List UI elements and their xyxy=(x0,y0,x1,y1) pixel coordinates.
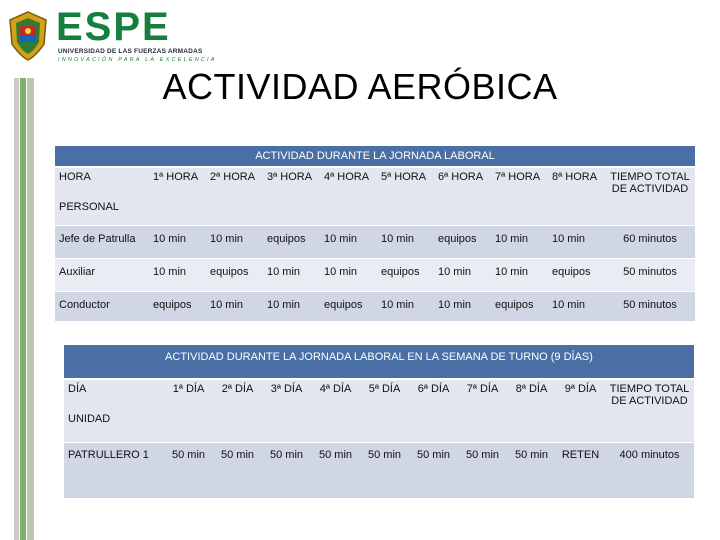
decorative-stripe xyxy=(14,78,19,540)
column-header: 6ª DÍA xyxy=(409,379,458,442)
workday-activity-table xyxy=(55,146,695,322)
corner-bottom-label: UNIDAD xyxy=(68,413,111,425)
column-header: 2ª HORA xyxy=(206,167,263,225)
decorative-stripe xyxy=(27,78,34,540)
corner-header xyxy=(55,167,149,225)
table-cell: equipos xyxy=(320,291,377,321)
table-cell: 50 min xyxy=(409,442,458,498)
espe-logo xyxy=(56,6,256,64)
corner-top-label: HORA xyxy=(59,171,91,183)
table-cell: 50 min xyxy=(262,442,311,498)
row-label: Jefe de Patrulla xyxy=(55,225,149,258)
table-cell: 50 min xyxy=(311,442,360,498)
table-cell: 10 min xyxy=(377,291,434,321)
table-row xyxy=(55,225,695,258)
table-cell: 10 min xyxy=(263,258,320,291)
table-cell-total: 60 minutos xyxy=(605,225,695,258)
column-header: 5ª DÍA xyxy=(360,379,409,442)
table-cell: 10 min xyxy=(320,258,377,291)
table-cell: RETEN xyxy=(556,442,605,498)
table-cell: 10 min xyxy=(491,258,548,291)
table-cell: equipos xyxy=(491,291,548,321)
column-header: 8ª HORA xyxy=(548,167,605,225)
row-label: Auxiliar xyxy=(55,258,149,291)
table-cell: 10 min xyxy=(149,225,206,258)
table-cell-total: 50 minutos xyxy=(605,291,695,321)
corner-top-label: DÍA xyxy=(68,383,87,395)
table-cell: 10 min xyxy=(320,225,377,258)
table-cell: equipos xyxy=(548,258,605,291)
column-header: 3ª HORA xyxy=(263,167,320,225)
shift-week-activity-table xyxy=(64,345,694,499)
column-header: 6ª HORA xyxy=(434,167,491,225)
table-cell-total: 50 minutos xyxy=(605,258,695,291)
table-title: ACTIVIDAD DURANTE LA JORNADA LABORAL EN LA SEMANA DE TURNO (9 DÍAS) xyxy=(64,345,694,379)
table-cell: 50 min xyxy=(507,442,556,498)
column-header: 9ª DÍA xyxy=(556,379,605,442)
column-header: 7ª HORA xyxy=(491,167,548,225)
column-header: 4ª HORA xyxy=(320,167,377,225)
corner-bottom-label: PERSONAL xyxy=(59,201,119,213)
table-cell: 10 min xyxy=(434,258,491,291)
header xyxy=(0,0,720,68)
table-row xyxy=(55,291,695,321)
column-header: 5ª HORA xyxy=(377,167,434,225)
table-cell: 10 min xyxy=(377,225,434,258)
table-cell: equipos xyxy=(149,291,206,321)
table-cell: 50 min xyxy=(360,442,409,498)
table-cell: equipos xyxy=(434,225,491,258)
table-cell: equipos xyxy=(377,258,434,291)
row-label: PATRULLERO 1 xyxy=(64,442,164,498)
logo-subtitle: UNIVERSIDAD DE LAS FUERZAS ARMADAS xyxy=(58,48,203,55)
column-header: 7ª DÍA xyxy=(458,379,507,442)
table-cell: 10 min xyxy=(434,291,491,321)
table-row xyxy=(55,258,695,291)
column-header: 1ª DÍA xyxy=(164,379,213,442)
table-cell: 10 min xyxy=(149,258,206,291)
table-cell: 10 min xyxy=(263,291,320,321)
row-label: Conductor xyxy=(55,291,149,321)
corner-header xyxy=(64,379,164,442)
logo-word: ESPE xyxy=(56,5,171,49)
table-title: ACTIVIDAD DURANTE LA JORNADA LABORAL xyxy=(55,146,695,167)
university-crest-icon xyxy=(6,10,50,62)
column-header: 4ª DÍA xyxy=(311,379,360,442)
decorative-stripe xyxy=(20,78,26,540)
table-cell: 50 min xyxy=(213,442,262,498)
table-cell: equipos xyxy=(206,258,263,291)
column-header: 1ª HORA xyxy=(149,167,206,225)
column-header-total: TIEMPO TOTAL DE ACTIVIDAD xyxy=(605,379,694,442)
table-cell: 10 min xyxy=(491,225,548,258)
table-row xyxy=(64,442,694,498)
table-cell: 10 min xyxy=(548,225,605,258)
table-cell: 10 min xyxy=(206,291,263,321)
table-cell: 10 min xyxy=(206,225,263,258)
column-header: 3ª DÍA xyxy=(262,379,311,442)
column-header: 8ª DÍA xyxy=(507,379,556,442)
logo-tagline: INNOVACIÓN PARA LA EXCELENCIA xyxy=(58,57,217,63)
table-cell: 50 min xyxy=(164,442,213,498)
column-header: 2ª DÍA xyxy=(213,379,262,442)
table-cell: 50 min xyxy=(458,442,507,498)
table-cell: 10 min xyxy=(548,291,605,321)
column-header-total: TIEMPO TOTAL DE ACTIVIDAD xyxy=(605,167,695,225)
table-cell: equipos xyxy=(263,225,320,258)
table-cell-total: 400 minutos xyxy=(605,442,694,498)
page-title: ACTIVIDAD AERÓBICA xyxy=(162,66,558,107)
